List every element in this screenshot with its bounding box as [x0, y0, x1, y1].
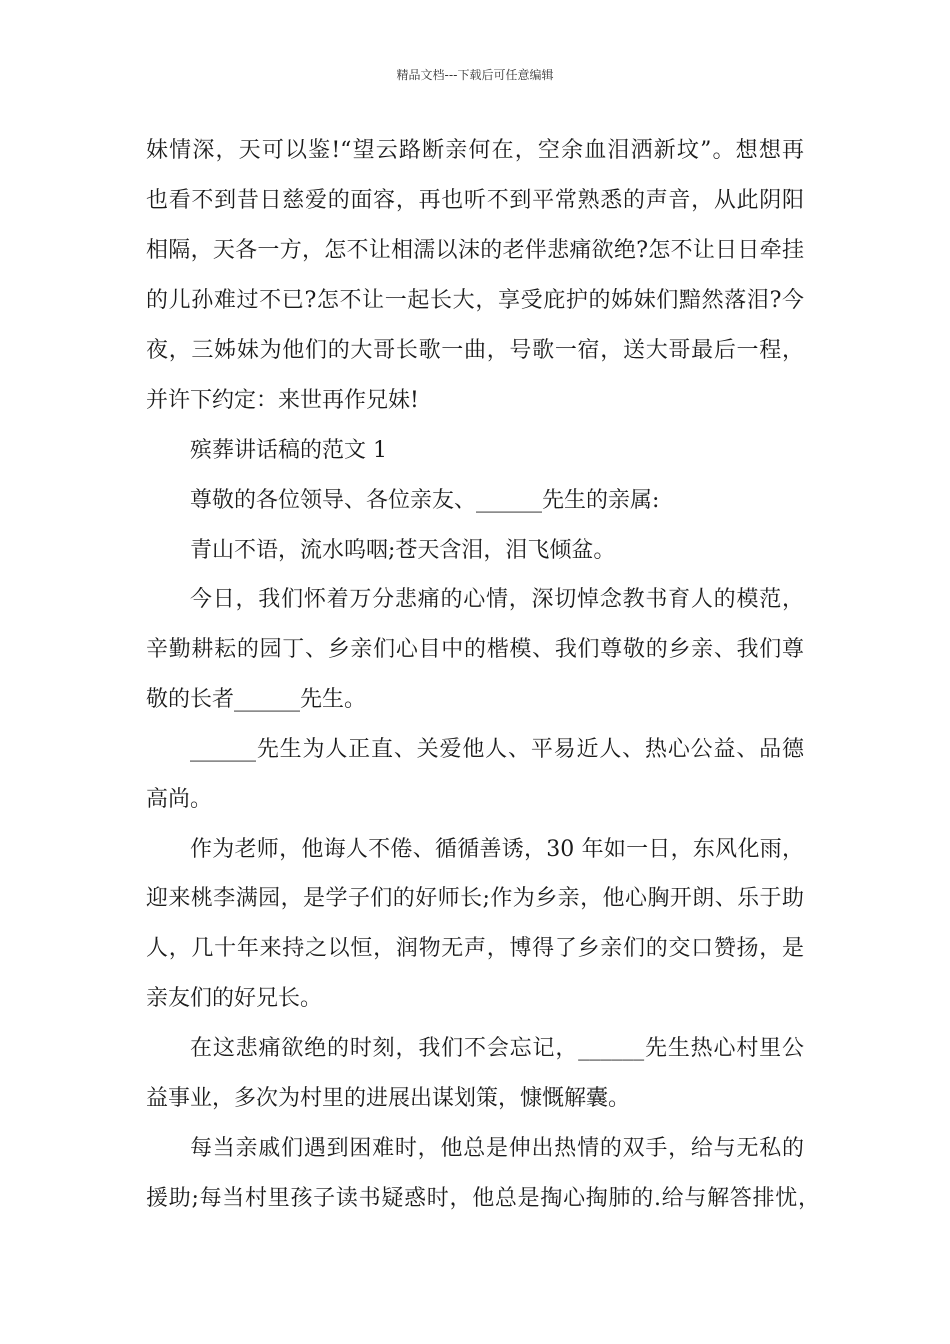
paragraph-line: 相隔，天各一方，怎不让相濡以沫的老伴悲痛欲绝?怎不让日日牵挂	[146, 238, 804, 263]
paragraph-line: 每当亲戚们遇到困难时，他总是伸出热情的双手，给与无私的	[190, 1136, 804, 1161]
paragraph-line: 辛勤耕耘的园丁、乡亲们心目中的楷模、我们尊敬的乡亲、我们尊	[146, 637, 804, 662]
paragraph-line: 人，几十年来持之以恒，润物无声，博得了乡亲们的交口赞扬，是	[146, 936, 804, 961]
paragraph-line: 夜，三姊妹为他们的大哥长歌一曲，号歌一宿，送大哥最后一程，	[146, 338, 804, 363]
paragraph-line: 的儿孙难过不已?怎不让一起长大，享受庇护的姊妹们黯然落泪?今	[146, 288, 804, 313]
paragraph-line: 援助;每当村里孩子读书疑惑时，他总是掏心掏肺的.给与解答排忧，	[146, 1186, 820, 1211]
paragraph-line: 妹情深，天可以鉴!“望云路断亲何在，空余血泪洒新坟”。想想再	[146, 138, 804, 163]
paragraph-line: 益事业，多次为村里的进展出谋划策，慷慨解囊。	[146, 1086, 631, 1111]
page-header: 精品文档---下载后可任意编辑	[396, 68, 554, 82]
paragraph-line: 作为老师，他诲人不倦、循循善诱，30 年如一日，东风化雨，	[190, 837, 804, 862]
section-title: 殡葬讲话稿的范文 1	[190, 438, 387, 463]
paragraph-line: ______先生为人正直、关爱他人、平易近人、热心公益、品德	[190, 737, 804, 762]
paragraph-line: 在这悲痛欲绝的时刻，我们不会忘记，______先生热心村里公	[190, 1036, 804, 1061]
paragraph-line: 亲友们的好兄长。	[146, 986, 323, 1011]
paragraph-line: 敬的长者______先生。	[146, 687, 367, 712]
paragraph-line: 也看不到昔日慈爱的面容，再也听不到平常熟悉的声音，从此阴阳	[146, 188, 804, 213]
paragraph-line: 今日，我们怀着万分悲痛的心情，深切悼念教书育人的模范，	[190, 587, 804, 612]
paragraph-line: 迎来桃李满园，是学子们的好师长;作为乡亲，他心胸开朗、乐于助	[146, 886, 804, 911]
paragraph-line: 并许下约定：来世再作兄妹!	[146, 388, 419, 413]
paragraph-line: 青山不语，流水呜咽;苍天含泪，泪飞倾盆。	[190, 538, 616, 563]
salutation: 尊敬的各位领导、各位亲友、______先生的亲属:	[190, 488, 660, 513]
paragraph-line: 高尚。	[146, 787, 213, 812]
